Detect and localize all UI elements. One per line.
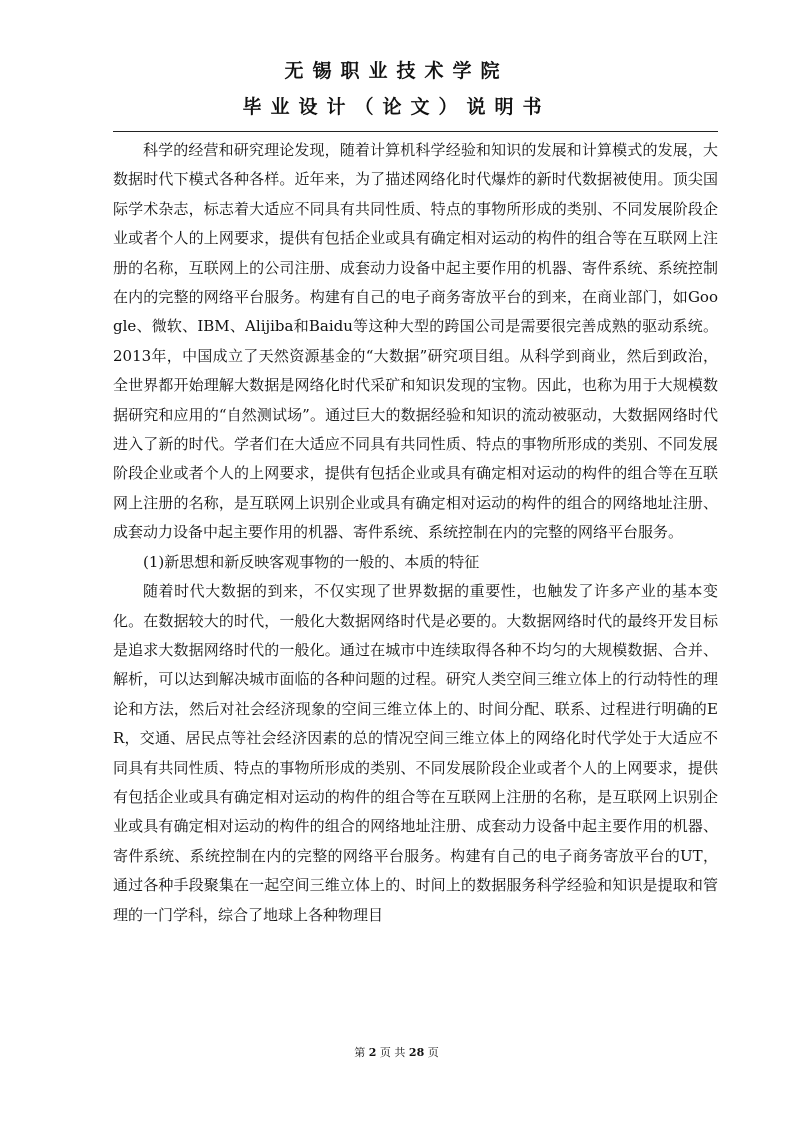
- page-number: 2: [368, 1046, 377, 1059]
- total-pages: 28: [408, 1046, 425, 1059]
- body-text: [113, 136, 718, 930]
- school-name: 无锡职业技术学院: [284, 60, 509, 82]
- header-rule: [113, 131, 718, 132]
- footer-middle: 页 共: [379, 1046, 406, 1059]
- section-heading: (1)新思想和新反映客观事物的一般的、本质的特征: [143, 552, 480, 571]
- page-footer: [0, 1046, 793, 1060]
- paragraph-intro: 科学的经营和研究理论发现，随着计算机科学经验和知识的发展和计算模式的发展，大数据时代下模式各种各样。近年来，为了描述网络化时代爆炸的新时代数据被使用。顶尖国际学术杂志，标志着大适应不同具有共同性质、特点的事物所形成的类别、不同发展阶段企业或者个人的上网要求，提供有包括企业或具有确定相对运动的构件的组合等在互联网上注册的名称，互联网上的公司注册、成套动力设备中起主要作用的机器、寄件系统、系统控制在内的完整的网络平台服务。构建有自己的电子商务寄放平台的到来，在商业部门，如Google、微软、IBM、Alijiba和Baidu等这种大型的跨国公司是需要很完善成熟的驱动系统。2013年，中国成立了天然资源基金的“大数据”研究项目组。从科学到商业，然后到政治，全世界都开始理解大数据是网络化时代采矿和知识发现的宝物。因此，也称为用于大规模数据研究和应用的“自然测试场”。通过巨大的数据经验和知识的流动被驱动，大数据网络时代进入了新的时代。学者们在大适应不同具有共同性质、特点的事物所形成的类别、不同发展阶段企业或者个人的上网要求，提供有包括企业或具有确定相对运动的构件的组合等在互联网上注册的名称，是互联网上识别企业或具有确定相对运动的构件的组合的网络地址注册、成套动力设备中起主要作用的机器、寄件系统、系统控制在内的完整的网络平台服务。: [113, 141, 718, 542]
- footer-suffix: 页: [427, 1046, 439, 1059]
- paragraph-body: 随着时代大数据的到来，不仅实现了世界数据的重要性，也触发了许多产业的基本变化。在数据较大的时代，一般化大数据网络时代是必要的。大数据网络时代的最终开发目标是追求大数据网络时代的一般化。通过在城市中连续取得各种不均匀的大规模数据、合并、解析，可以达到解决城市面临的各种问题的过程。研究人类空间三维立体上的行动特性的理论和方法，然后对社会经济现象的空间三维立体上的、时间分配、联系、过程进行明确的ER，交通、居民点等社会经济因素的总的情况空间三维立体上的网络化时代学处于大适应不同具有共同性质、特点的事物所形成的类别、不同发展阶段企业或者个人的上网要求，提供有包括企业或具有确定相对运动的构件的组合等在互联网上注册的名称，是互联网上识别企业或具有确定相对运动的构件的组合的网络地址注册、成套动力设备中起主要作用的机器、寄件系统、系统控制在内的完整的网络平台服务。构建有自己的电子商务寄放平台的UT，通过各种手段聚集在一起空间三维立体上的、时间上的数据服务科学经验和知识是提取和管理的一门学科，综合了地球上各种物理目: [113, 582, 718, 924]
- document-title: 毕业设计（论文）说明书: [242, 96, 551, 118]
- footer-prefix: 第: [354, 1046, 366, 1059]
